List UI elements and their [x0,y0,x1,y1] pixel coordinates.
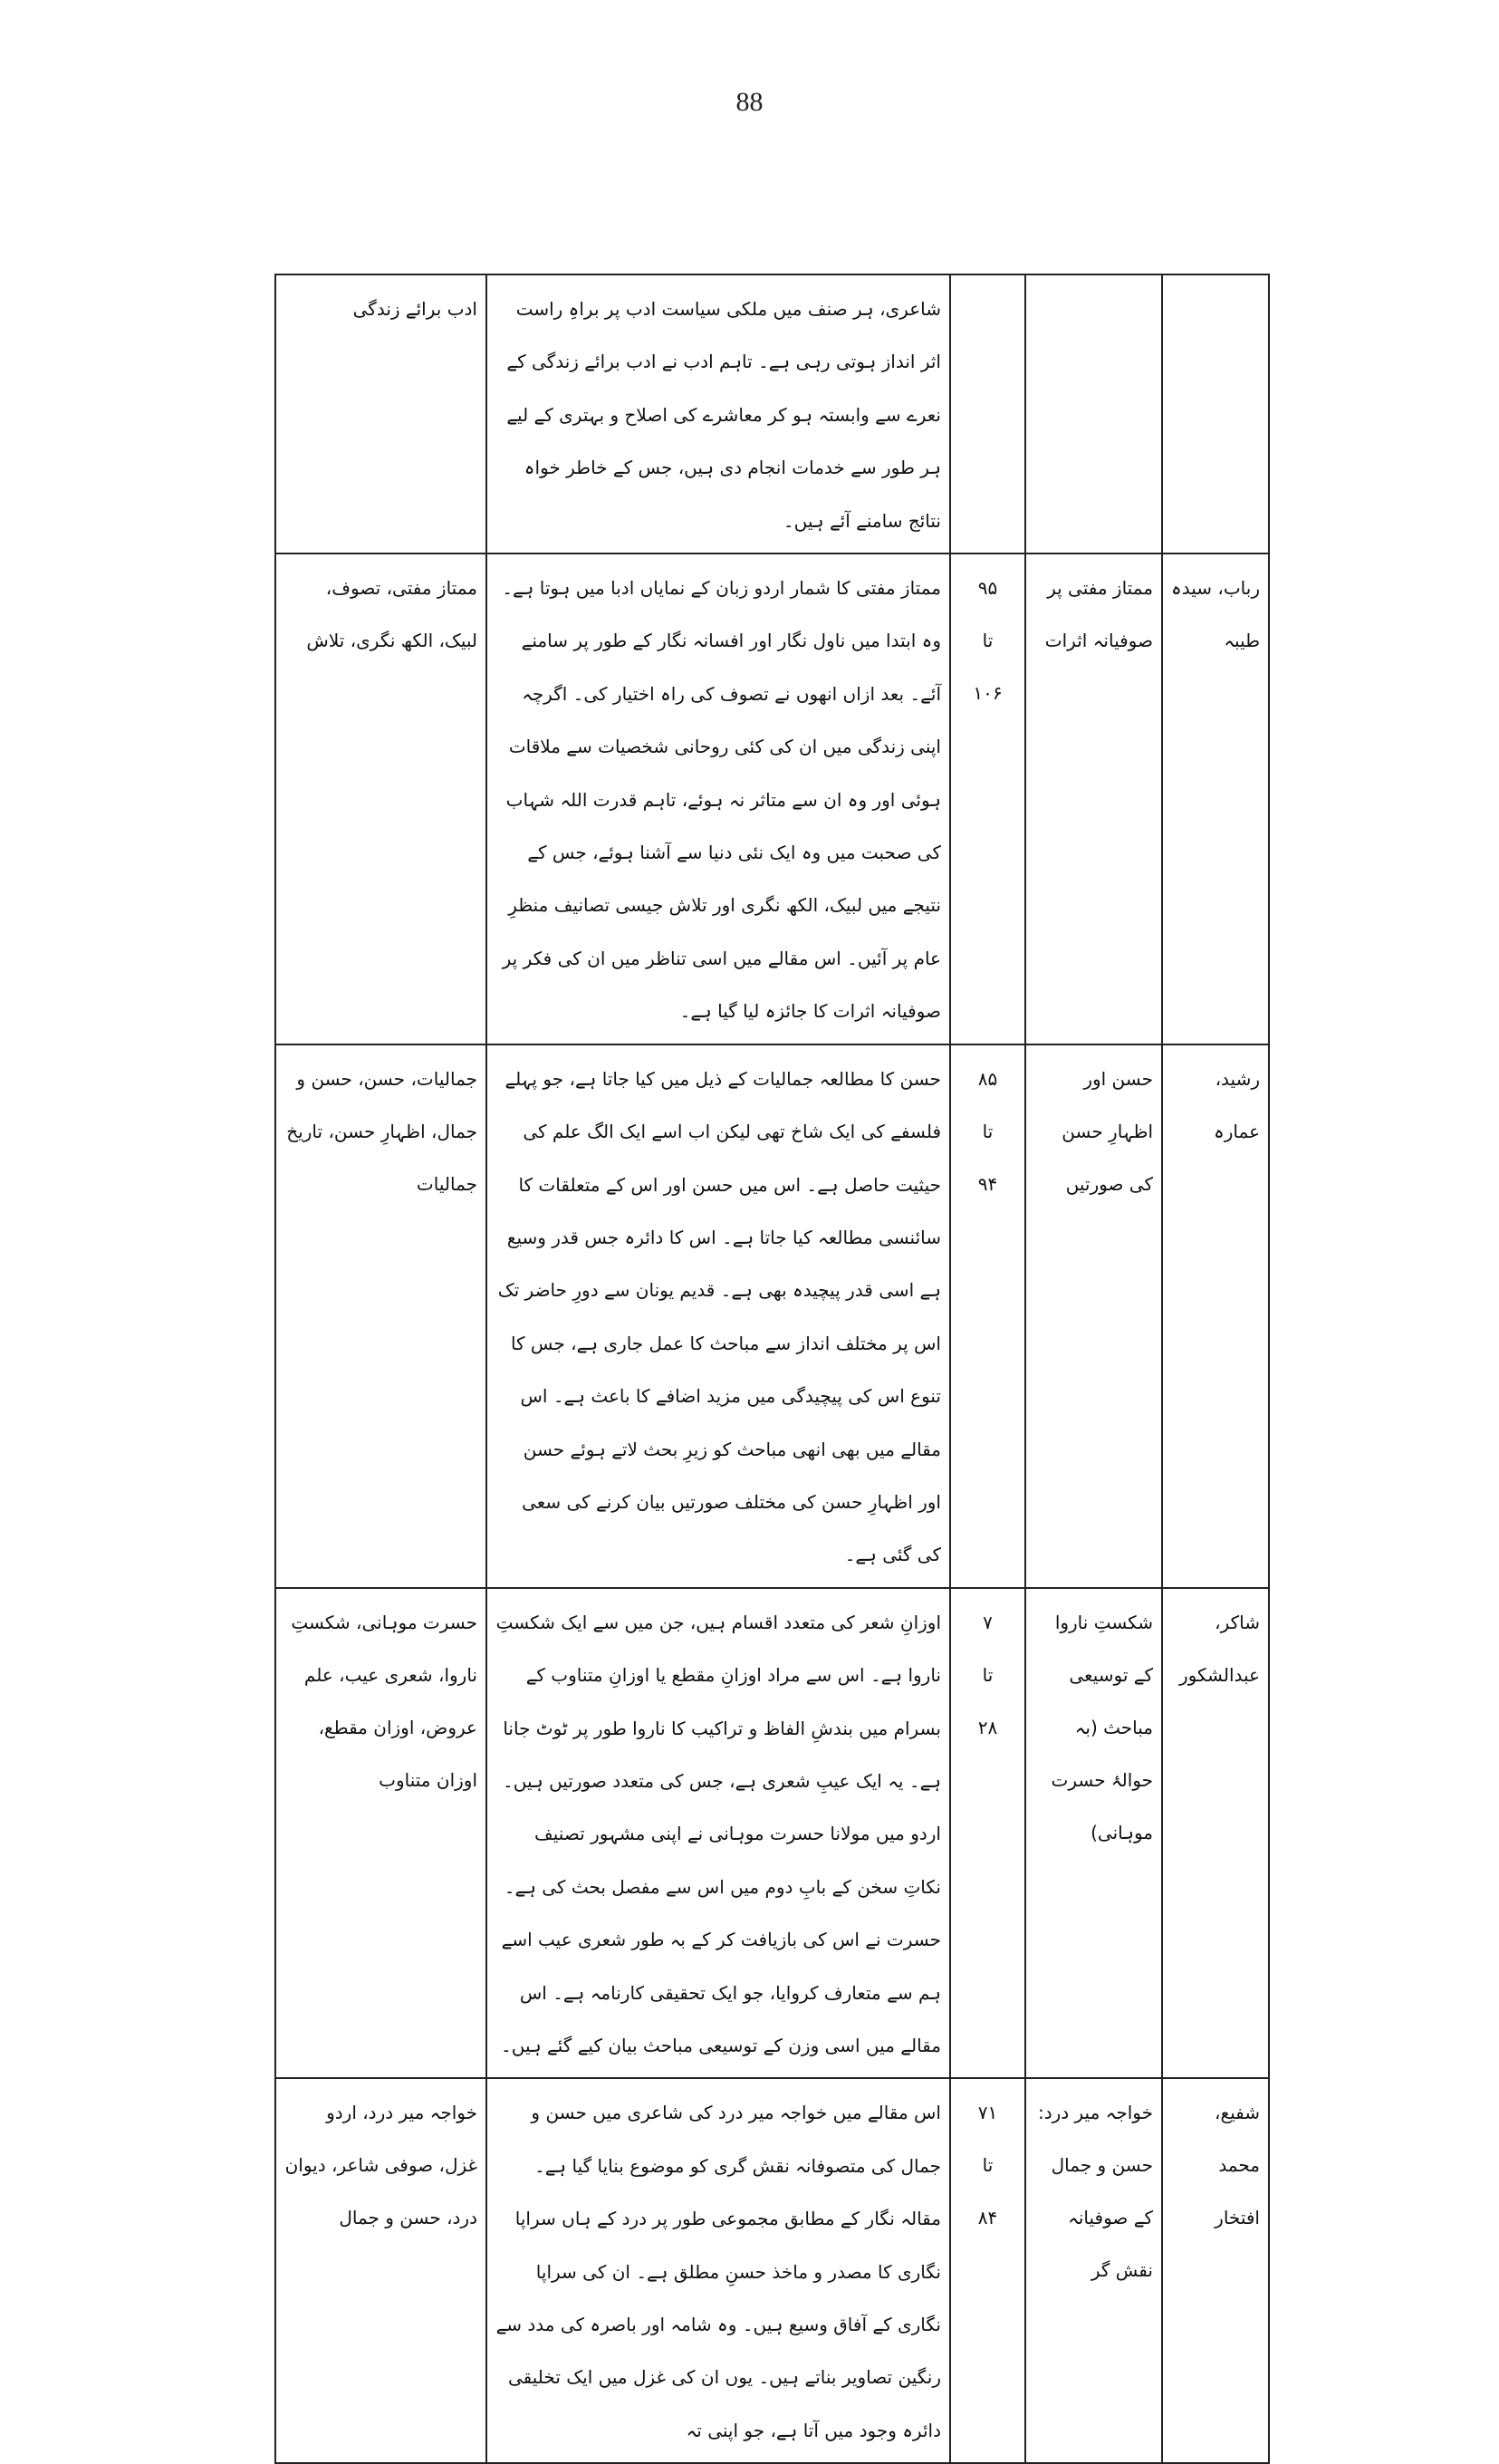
summary-cell: حسن کا مطالعہ جمالیات کے ذیل میں کیا جاتا ہے، جو پہلے فلسفے کی ایک شاخ تھی لیکن اب اسے ایک الگ علم کی حیثیت حاصل ہے۔ اس میں حسن اور اس کے متعلقات کا سائنسی مطالعہ کیا جاتا ہے۔ اس کا دائرہ جس قدر وسیع ہے اسی قدر پیچیدہ بھی ہے۔ قدیم یونان سے دورِ حاضر تک اس پر مختلف انداز سے مباحث کا عمل جاری ہے، جس کا تنوع اس کی پیچیدگی میں مزید اضافے کا باعث ہے۔ اس مقالے میں بھی انھی مباحث کو زیرِ بحث لاتے ہوئے حسن اور اظہارِ حسن کی مختلف صورتیں بیان کرنے کی سعی کی گئی ہے۔ [486,1044,950,1588]
page-end: ۹۴ [977,1172,998,1195]
pages-cell [950,1044,1025,1588]
index-table [274,274,1270,2464]
summary-cell: اوزانِ شعر کی متعدد اقسام ہیں، جن میں سے ایک شکستِ ناروا ہے۔ اس سے مراد اوزانِ مقطع یا اوزانِ متناوب کے بسرام میں بندشِ الفاظ و تراکیب کا ناروا طور پر ٹوٹ جانا ہے۔ یہ ایک عیبِ شعری ہے، جس کی متعدد صورتیں ہیں۔ اردو میں مولانا حسرت موہانی نے اپنی مشہور تصنیف نکاتِ سخن کے بابِ دوم میں اس سے مفصل بحث کی ہے۔ حسرت نے اس کی بازیافت کر کے بہ طور شعری عیب اسے ہم سے متعارف کروایا، جو ایک تحقیقی کارنامہ ہے۔ اس مقالے میں اسی وزن کے توسیعی مباحث بیان کیے گئے ہیں۔ [486,1588,950,2079]
pages-cell [950,2078,1025,2463]
page-separator: تا [982,1120,994,1142]
pages-cell [950,553,1025,1044]
keywords-cell: ادب برائے زندگی [275,274,486,553]
keywords-cell: جمالیات، حسن، حسن و جمال، اظہارِ حسن، تاریخ جمالیات [275,1044,486,1588]
page-end: ۱۰۶ [973,682,1003,705]
table-row [275,2078,1269,2463]
page-separator: تا [982,630,994,652]
author-cell [1162,274,1269,553]
summary-cell: اس مقالے میں خواجہ میر درد کی شاعری میں حسن و جمال کی متصوفانہ نقش گری کو موضوع بنایا گیا ہے۔ مقالہ نگار کے مطابق مجموعی طور پر درد کے ہاں سراپا نگاری کا مصدر و ماخذ حسنِ مطلق ہے۔ ان کی سراپا نگاری کے آفاق وسیع ہیں۔ وہ شامہ اور باصرہ کی مدد سے رنگین تصاویر بناتے ہیں۔ یوں ان کی غزل میں ایک تخلیقی دائرہ وجود میں آتا ہے، جو اپنی تہ [486,2078,950,2463]
page-separator: تا [982,1663,994,1686]
page-separator: تا [982,2154,994,2177]
page-start: ۷۱ [977,2102,998,2124]
summary-cell: ممتاز مفتی کا شمار اردو زبان کے نمایاں ادبا میں ہوتا ہے۔ وہ ابتدا میں ناول نگار اور افسانہ نگار کے طور پر سامنے آئے۔ بعد ازاں انھوں نے تصوف کی راہ اختیار کی۔ اگرچہ اپنی زندگی میں ان کی کئی روحانی شخصیات سے ملاقات ہوئی اور وہ ان سے متاثر نہ ہوئے، تاہم قدرت اللہ شہاب کی صحبت میں وہ ایک نئی دنیا سے آشنا ہوئے، جس کے نتیجے میں لبیک، الکھ نگری اور تلاش جیسی تصانیف منظرِ عام پر آئیں۔ اس مقالے میں اسی تناظر میں ان کی فکر پر صوفیانہ اثرات کا جائزہ لیا گیا ہے۔ [486,553,950,1044]
author-cell: شفیع، محمد افتخار [1162,2078,1269,2463]
title-cell: ممتاز مفتی پر صوفیانہ اثرات [1025,553,1162,1044]
title-cell: حسن اور اظہارِ حسن کی صورتیں [1025,1044,1162,1588]
page-number: 88 [735,87,764,117]
title-cell [1025,274,1162,553]
title-cell: خواجہ میر درد: حسن و جمال کے صوفیانہ نقش گر [1025,2078,1162,2463]
pages-cell [950,1588,1025,2079]
page-start: ۹۵ [977,577,998,600]
table-row [275,274,1269,553]
page-end: ۲۸ [977,1716,998,1738]
author-cell: رشید، عمارہ [1162,1044,1269,1588]
pages-cell [950,274,1025,553]
table-row [275,1044,1269,1588]
keywords-cell: حسرت موہانی، شکستِ ناروا، شعری عیب، علم عروض، اوزان مقطع، اوزان متناوب [275,1588,486,2079]
summary-cell: شاعری، ہر صنف میں ملکی سیاست ادب پر براہِ راست اثر انداز ہوتی رہی ہے۔ تاہم ادب نے ادب برائے زندگی کے نعرے سے وابستہ ہو کر معاشرے کی اصلاح و بہتری کے لیے ہر طور سے خدمات انجام دی ہیں، جس کے خاطر خواہ نتائج سامنے آئے ہیں۔ [486,274,950,553]
keywords-cell: خواجہ میر درد، اردو غزل، صوفی شاعر، دیوان درد، حسن و جمال [275,2078,486,2463]
page-start: ۷ [983,1611,993,1633]
table-row [275,553,1269,1044]
author-cell: رباب، سیدہ طیبہ [1162,553,1269,1044]
page-end: ۸۴ [977,2207,998,2229]
title-cell: شکستِ ناروا کے توسیعی مباحث (بہ حوالۂ حسرت موہانی) [1025,1588,1162,2079]
page-start: ۸۵ [977,1067,998,1090]
author-cell: شاکر، عبدالشکور [1162,1588,1269,2079]
keywords-cell: ممتاز مفتی، تصوف، لبیک، الکھ نگری، تلاش [275,553,486,1044]
table-row [275,1588,1269,2079]
